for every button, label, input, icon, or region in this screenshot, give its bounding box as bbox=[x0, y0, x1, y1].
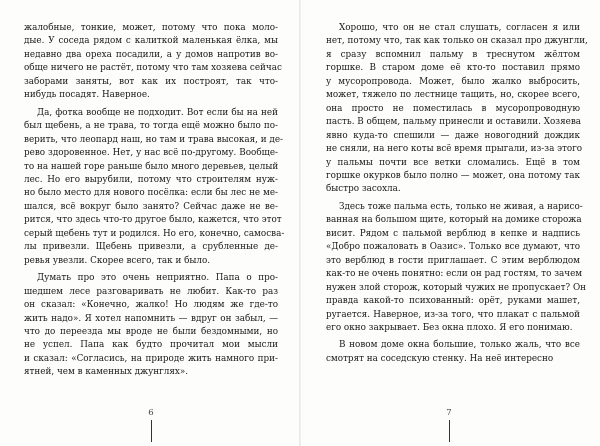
text-line: горшке. В старом доме её кто-то поставил прямо bbox=[326, 63, 580, 74]
text-line: был щебень, а не трава, то тогда ещё можно было по- bbox=[24, 121, 278, 132]
text-line: «Добро пожаловать в Оазис». Только все думают, что bbox=[326, 242, 580, 253]
paragraph bbox=[326, 22, 588, 197]
text-line: В новом доме окна большие, только жаль, что все bbox=[339, 340, 580, 351]
text-line: пасть. В общем, пальму принесли и оставили. Хозяева bbox=[326, 117, 582, 128]
page-number-right: 7 bbox=[446, 408, 452, 418]
text-line: Здесь тоже пальма есть, только не живая, а нарисо- bbox=[339, 201, 583, 212]
text-line: ванная на большом щите, который на домике сторожа bbox=[326, 215, 582, 226]
paragraph bbox=[326, 339, 580, 366]
text-line: Да, фотка вообще не подходит. Вот если бы на ней bbox=[37, 107, 278, 118]
text-line: Думать про это очень неприятно. Папа о про- bbox=[37, 273, 278, 284]
right-page bbox=[326, 22, 588, 366]
left-page bbox=[24, 22, 285, 380]
text-line: висит. Рядом с пальмой верблюд в кепке и надпись bbox=[326, 228, 580, 239]
text-line: дые. У соседа рядом с калиткой маленькая ёлка, мы bbox=[24, 36, 278, 47]
text-line: нет, потому что, так как только он сказал про джунгли, bbox=[326, 36, 588, 47]
text-line: ругается. Наверное, из-за того, что плакат с пальмой bbox=[326, 309, 580, 320]
text-line: шался, всё вокруг было занято? Сейчас даже не ве- bbox=[24, 201, 278, 212]
text-line: жалобные, тонкие, может, потому что пока моло- bbox=[24, 23, 278, 33]
page-number-left: 6 bbox=[148, 408, 154, 418]
text-line: у пальмы почти все ветки сломались. Ещё в том bbox=[326, 157, 580, 168]
text-line: то на нашей горе раньше было много деревьев, целый bbox=[24, 161, 279, 172]
folio-rule-left bbox=[151, 420, 152, 442]
text-line: его окно закрывает. Без окна плохо. Я его понимаю. bbox=[326, 322, 573, 333]
text-line: рится, что здесь что-то другое было, кажется, что этот bbox=[24, 215, 282, 226]
text-line: горшке окурков было полно — может, она потому так bbox=[326, 170, 580, 181]
text-line: и сказал: «Согласись, на природе жить намного при- bbox=[24, 353, 278, 364]
text-line: лы привезли. Щебень привезли, а срубленные де- bbox=[24, 242, 278, 253]
text-line: нужен злой сторож, который чужих не пропускает? Он bbox=[326, 282, 587, 293]
paragraph bbox=[24, 107, 285, 268]
text-line: это верблюд в гости приглашает. С этим верблюдом bbox=[326, 255, 580, 266]
text-line: жить надо». Я хотел напомнить — вдруг он забыл, — bbox=[24, 313, 278, 324]
text-line: шедшем лесе разговаривать не любит. Как-то раз bbox=[24, 286, 278, 297]
text-line: верить, что леопард наш, но там и трава высокая, и де- bbox=[24, 134, 284, 145]
text-line: не успел. Папа как будто прочитал мои мысли bbox=[24, 340, 278, 351]
paragraph bbox=[24, 22, 282, 103]
text-line: ревья увезли. Скорее всего, так и было. bbox=[24, 255, 211, 266]
text-line: я сразу вспомнил пальму в треснутом жёлтом bbox=[326, 49, 580, 60]
text-line: быстро засохла. bbox=[326, 184, 401, 195]
text-line: он сказал: «Конечно, жалко! Но людям же где-то bbox=[24, 300, 278, 311]
text-line: недавно два ореха посадили, а у домов напротив во- bbox=[24, 49, 278, 60]
text-line: но было место для нового посёлка: если бы лес не ме- bbox=[24, 188, 278, 199]
text-line: ятней, чем в каменных джунглях». bbox=[24, 367, 189, 378]
text-line: правда какой-то психованный: орёт, руками машет, bbox=[326, 296, 580, 307]
text-line: рево здоровенное. Нет, у нас всё по-другому. Вообще- bbox=[24, 148, 278, 159]
paragraph bbox=[24, 272, 278, 380]
text-line: смотрят на соседскую стенку. На неё интересно bbox=[326, 353, 554, 364]
text-line: у мусоропровода. Может, было жалко выбросить, bbox=[326, 76, 580, 87]
text-line: заборами заняты, вот как их построят, так что- bbox=[24, 76, 278, 87]
text-line: что до переезда мы вроде не были бездомными, но bbox=[24, 326, 278, 337]
text-line: она просто не поместилась в мусоропроводную bbox=[326, 103, 580, 114]
paragraph bbox=[326, 201, 587, 336]
folio-rule-right bbox=[449, 420, 450, 442]
text-line: Хорошо, что он не стал слушать, согласен я или bbox=[339, 23, 580, 33]
text-line: лес. Но его вырубили, потому что строителям нуж- bbox=[24, 174, 278, 185]
text-line: явно куда-то спешили — даже новогодний дождик bbox=[326, 130, 580, 141]
text-line: как-то не очень понятно: если он рад гостям, то зачем bbox=[326, 269, 583, 280]
text-line: не сняли, на него коты всё время прыгали, из-за этого bbox=[326, 144, 583, 155]
text-line: обще ничего не растёт, потому что там хозяева сейчас bbox=[24, 63, 282, 74]
text-line: нибудь посадят. Наверное. bbox=[24, 90, 150, 101]
text-line: может, тяжело по лестнице тащить, но, скорее всего, bbox=[326, 90, 580, 101]
book-gutter bbox=[299, 0, 301, 446]
text-line: серый щебень тут и родился. Но его, конечно, самосва- bbox=[24, 228, 285, 239]
